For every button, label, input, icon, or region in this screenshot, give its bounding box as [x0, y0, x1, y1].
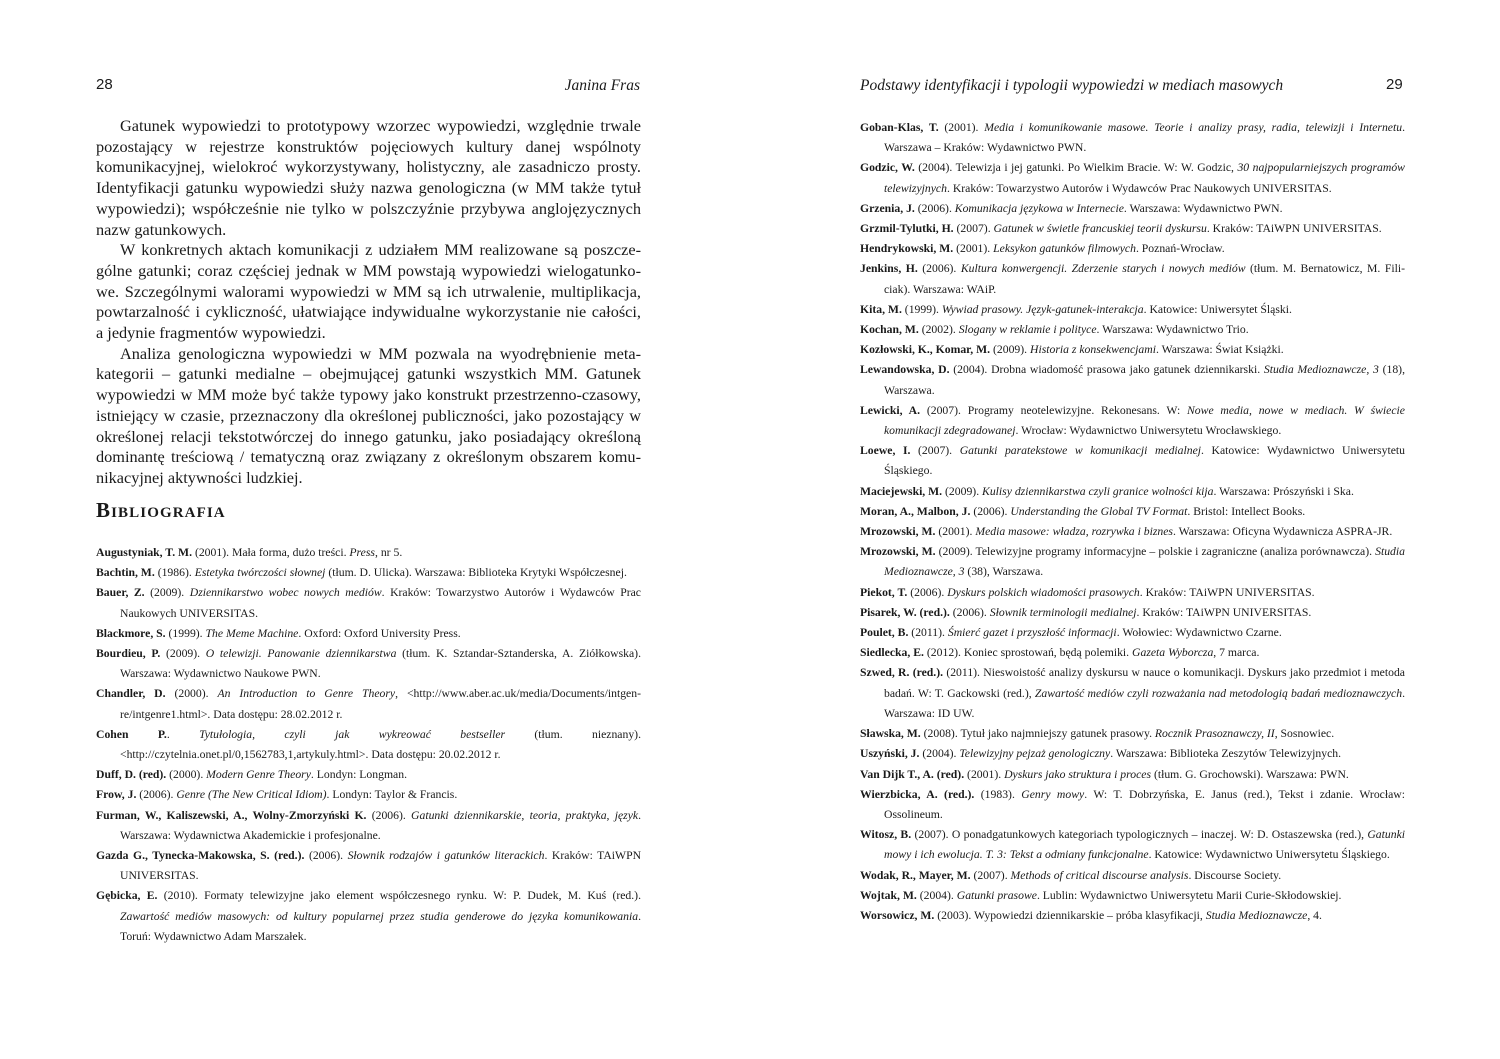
bibliography-entry — [860, 542, 1405, 582]
bibliography-entry — [860, 360, 1405, 400]
entry-author: Blackmore, S. — [96, 626, 166, 640]
entry-text: (2006). — [949, 605, 990, 619]
entry-author: Goban-Klas, T. — [860, 121, 939, 134]
page-number: 28 — [96, 76, 113, 93]
entry-title: Gatunki paratekstowe w komunikacji medialnej — [959, 444, 1202, 458]
bibliography-entry — [860, 441, 1405, 481]
entry-author: Siedlecka, E. — [860, 646, 924, 660]
paragraph: W konkretnych aktach komunikacji z udziałem MM realizowane są poszczególne gatunki; coraz częściej jednak w MM powstają wypowiedzi wielogatunkowe. Szczególnymi walorami wypowiedzi w MM są ich utrwalenie, multiplikacja, powtarzalność i cykliczność, ułatwiające indywidualne wykorzystanie nie całości, a jedynie fragmentów wypowiedzi. — [96, 240, 641, 343]
entry-text: . Kraków: TAiWPN UNIVERSITAS. — [1136, 605, 1312, 619]
entry-text: (2012). Koniec sprostowań, będą polemiki. — [923, 646, 1133, 660]
entry-title: Modern Genre Theory — [206, 768, 311, 782]
entry-title: Słownik rodzajów i gatunków literackich — [347, 849, 545, 863]
entry-text: . Londyn: Longman. — [310, 768, 407, 782]
entry-author: Pisarek, W. (red.). — [860, 605, 950, 619]
entry-author: Poulet, B. — [860, 626, 909, 640]
entry-text: (1983). — [974, 787, 1022, 801]
entry-author: Duff, D. (red). — [96, 768, 167, 782]
bibliography-entry — [96, 886, 641, 947]
entry-author: Wojtak, M. — [860, 888, 917, 902]
entry-text: (2001). — [953, 242, 994, 256]
entry-author: Moran, A., Malbon, J. — [860, 504, 971, 518]
entry-text: , nr 5. — [374, 546, 403, 559]
entry-author: Maciejewski, M. — [860, 484, 943, 498]
bibliography-entry — [96, 543, 641, 563]
entry-text: (2010). Formaty telewizyjne jako element współczesnego rynku. W: P. Dudek, M. Kuś (red.). — [157, 889, 641, 903]
bibliography-entry — [860, 744, 1405, 764]
entry-text: . Katowice: Wydawnictwo Uniwersytetu Śląskiego. — [884, 444, 1405, 478]
entry-text: (1986). — [154, 566, 195, 580]
entry-text: (2007). — [910, 444, 960, 458]
body-text — [96, 116, 641, 489]
entry-text: (tłum. D. Ulicka). Warszawa: Biblioteka Krytyki Współczesnej. — [325, 566, 627, 580]
bibliography-entry — [96, 583, 641, 623]
entry-author: Lewicki, A. — [860, 403, 921, 417]
entry-title: Studia Medioznawcze, 3 — [1263, 363, 1379, 377]
bibliography-entry — [96, 806, 641, 846]
running-head: Podstawy identyfikacji i typologii wypowiedzi w mediach masowych — [860, 77, 1284, 94]
entry-text: . — [166, 727, 200, 741]
bibliography-entry — [96, 644, 641, 684]
entry-title: Genry mowy — [1021, 787, 1085, 801]
entry-author: Worsowicz, M. — [860, 908, 935, 922]
entry-author: Piekot, T. — [860, 585, 908, 599]
bibliography-entry — [860, 118, 1405, 158]
entry-title: Gatunki dziennikarskie, teoria, praktyka, język — [411, 808, 639, 822]
bibliography-entry — [860, 259, 1405, 299]
entry-text: . Warszawa: Wydawnictwa Akademickie i profesjonalne. — [120, 808, 641, 842]
entry-text: (2004). Telewizja i jej gatunki. Po Wielkim Bracie. W: W. Godzic, — [914, 161, 1238, 175]
bibliography-entry — [96, 684, 641, 724]
entry-title: The Meme Machine — [205, 626, 299, 640]
entry-title: Rocznik Prasoznawczy, II — [1154, 727, 1275, 741]
entry-title: Wywiad prasowy. Język-gatunek-interakcja — [941, 302, 1144, 316]
entry-title: Tytułologia, czyli jak wykreować bestseller — [199, 727, 506, 741]
entry-title: Dyskurs polskich wiadomości prasowych — [947, 585, 1140, 599]
entry-author: Kozłowski, K., Komar, M. — [860, 343, 991, 357]
entry-title: Methods of critical discourse analysis — [1010, 868, 1189, 882]
entry-author: Grzmil-Tylutki, H. — [860, 222, 954, 236]
entry-title: Gatunki mowy i ich ewolucja. T. 3: Tekst a odmiany funkcjonalne — [884, 828, 1405, 862]
entry-author: Frow, J. — [96, 788, 137, 802]
entry-author: Mrozowski, M. — [860, 545, 936, 559]
entry-text: (2009). — [990, 343, 1031, 357]
entry-author: Chandler, D. — [96, 687, 166, 701]
entry-text: (2001). — [964, 767, 1005, 781]
entry-text: (2009). — [160, 647, 206, 661]
entry-text: . Wołowiec: Wydawnictwo Czarne. — [1116, 626, 1282, 640]
entry-title: Telewizyjny pejzaż genologiczny — [959, 747, 1111, 761]
bibliography-list — [96, 543, 641, 947]
entry-text: (2009). — [144, 586, 190, 600]
bibliography-entry — [860, 886, 1405, 906]
entry-text: (2006). — [917, 262, 961, 276]
entry-text: . Wrocław: Wydawnictwo Uniwersytetu Wrocławskiego. — [1015, 424, 1282, 438]
entry-text: (2009). Telewizyjne programy informacyjne – polskie i zagraniczne (analiza porównawcza). — [935, 545, 1376, 559]
entry-text: (tłum. K. Sztandar-Sztanderska, A. Ziółkowska). Warszawa: Wydawnictwo Naukowe PWN. — [120, 647, 641, 681]
entry-text: . Warszawa: Świat Książki. — [1155, 343, 1284, 357]
entry-text: . Katowice: Wydawnictwo Uniwersytetu Śląskiego. — [1148, 848, 1390, 862]
entry-text: (2007). Programy neotelewizyjne. Rekonesans. W: — [920, 403, 1188, 417]
entry-text: , Sosnowiec. — [1274, 727, 1335, 741]
entry-title: Kulisy dziennikarstwa czyli granice wolności kija — [982, 484, 1214, 498]
entry-text: (tłum. M. Bernatowicz, M. Filiciak). Warszawa: WAiP. — [884, 262, 1405, 296]
entry-title: Studia Medioznawcze — [1205, 908, 1308, 922]
entry-text: (2006). — [970, 504, 1011, 518]
entry-title: O telewizji. Panowanie dziennikarstwa — [205, 647, 397, 661]
bibliography-entry — [860, 502, 1405, 522]
entry-author: Uszyński, J. — [860, 747, 920, 761]
entry-title: Śmierć gazet i przyszłość informacji — [947, 626, 1117, 640]
entry-text: (1999). — [901, 302, 942, 316]
bibliography-entry — [860, 663, 1405, 724]
entry-text: . Warszawa: Wydawnictwo PWN. — [1123, 201, 1283, 215]
entry-author: Jenkins, H. — [860, 262, 918, 276]
entry-title: 30 najpopularniejszych programów telewizyjnych — [884, 161, 1405, 195]
entry-text: , 4. — [1307, 908, 1322, 922]
bibliography-entry — [860, 583, 1405, 603]
entry-title: Media i komunikowanie masowe. Teorie i analizy prasy, radia, telewizji i Internetu — [984, 121, 1403, 134]
bibliography-entry — [860, 603, 1405, 623]
entry-text: . Lublin: Wydawnictwo Uniwersytetu Marii Curie-Skłodowskiej. — [1036, 888, 1342, 902]
entry-text: (18), Warszawa. — [884, 363, 1405, 397]
entry-text: (2001). — [938, 121, 985, 134]
entry-text: (2006). — [907, 585, 948, 599]
entry-author: Szwed, R. (red.). — [860, 666, 944, 680]
entry-text: , <http://www.aber.ac.uk/media/Documents/intgenre/intgenre1.html>. Data dostępu: 28.02.2012 r. — [120, 687, 641, 721]
entry-author: Kochan, M. — [860, 323, 919, 337]
bibliography-entry — [96, 846, 641, 886]
bibliography-list — [860, 118, 1405, 926]
entry-title: Historia z konsekwencjami — [1030, 343, 1156, 357]
entry-author: Furman, W., Kaliszewski, A., Wolny-Zmorzyński K. — [96, 808, 367, 822]
entry-author: Bauer, Z. — [96, 586, 145, 600]
bibliography-entry — [860, 199, 1405, 219]
entry-text: (2001). — [935, 525, 976, 539]
entry-title: Nowe media, nowe w mediach. W świecie komunikacji zdegradowanej — [884, 403, 1405, 438]
entry-text: . Warszawa: Oficyna Wydawnicza ASPRA-JR. — [1172, 525, 1393, 539]
entry-author: Lewandowska, D. — [860, 363, 950, 377]
entry-text: . Londyn: Taylor & Francis. — [326, 788, 458, 802]
page-number: 29 — [1386, 76, 1403, 93]
entry-text: (2006). — [304, 849, 348, 863]
entry-text: . Kraków: TAiWPN UNIVERSITAS. — [120, 849, 642, 883]
entry-text: , 7 marca. — [1213, 646, 1260, 660]
entry-text: (tłum. G. Grochowski). Warszawa: PWN. — [1151, 767, 1349, 781]
bibliography-heading: Bibliografia — [96, 498, 226, 522]
right-page — [750, 0, 1500, 1059]
entry-text: . Oxford: Oxford University Press. — [298, 626, 461, 640]
entry-text: (2003). Wypowiedzi dziennikarskie – próba klasyfikacji, — [934, 908, 1206, 922]
bibliography-entry — [860, 300, 1405, 320]
bibliography-entry — [96, 563, 641, 583]
entry-text: (38), Warszawa. — [964, 565, 1044, 579]
entry-text: (2008). Tytuł jako najmniejszy gatunek prasowy. — [920, 727, 1155, 741]
entry-author: Mrozowski, M. — [860, 525, 936, 539]
entry-title: Genre (The New Critical Idiom) — [176, 788, 327, 802]
entry-author: Godzic, W. — [860, 161, 915, 175]
bibliography-entry — [860, 724, 1405, 744]
entry-title: Kultura konwergencji. Zderzenie starych i nowych mediów — [960, 262, 1246, 276]
entry-title: Press — [349, 546, 375, 559]
entry-text: . Poznań-Wrocław. — [1135, 242, 1225, 256]
entry-text: . Warszawa – Kraków: Wydawnictwo PWN. — [884, 121, 1405, 155]
entry-text: . Warszawa: Wydawnictwo Trio. — [1096, 323, 1249, 337]
bibliography-entry — [860, 643, 1405, 663]
entry-title: Zawartość mediów czyli rozważania nad metodologią badań medioznawczych — [1034, 686, 1403, 700]
bibliography-entry — [96, 765, 641, 785]
entry-text: . Warszawa: Prószyński i Ska. — [1213, 484, 1354, 498]
entry-title: Dziennikarstwo wobec nowych mediów — [189, 586, 382, 600]
bibliography-entry — [860, 906, 1405, 926]
entry-title: Komunikacja językowa w Internecie — [954, 201, 1124, 215]
entry-author: Kita, M. — [860, 302, 902, 316]
entry-text: (2011). — [908, 626, 948, 640]
entry-text: (2007). — [953, 222, 994, 236]
entry-text: (2007). O ponadgatunkowych kategoriach typologicznych – inaczej. W: D. Ostaszewska (red.), — [911, 828, 1368, 842]
bibliography-entry — [860, 340, 1405, 360]
entry-text: (1999). — [165, 626, 206, 640]
entry-title: Dyskurs jako struktura i proces — [1004, 767, 1152, 781]
bibliography-entry — [860, 219, 1405, 239]
paragraph: Analiza genologiczna wypowiedzi w MM pozwala na wyodrębnienie metakategorii – gatunki medialne – obejmującej gatunki wszystkich MM. Gatunek wypowiedzi w MM może być także typowy jako konstrukt przestrzenno-czasowy, istniejący w czasie, przeznaczony dla określonej publiczności, jako pozostający w określonej relacji tekstotwórczej do innego gatunku, jako posiadający określoną dominantę treściową / tematyczną oraz związany z określonym obszarem komunikacyjnej aktywności ludzkiej. — [96, 343, 641, 487]
entry-title: Gatunek w świetle francuskiej teorii dyskursu — [993, 222, 1207, 236]
bibliography-entry — [860, 239, 1405, 259]
entry-text: (2011). Nieswoistość analizy dyskursu w nauce o komunikacji. Dyskurs jako przedmiot i metoda badań. W: T. Gackowski (red.), — [884, 666, 1405, 700]
entry-text: (2009). — [942, 484, 983, 498]
entry-title: Media masowe: władza, rozrywka i biznes — [975, 525, 1173, 539]
entry-text: . Kraków: TAiWPN UNIVERSITAS. — [1206, 222, 1382, 236]
entry-title: Understanding the Global TV Format — [1010, 504, 1188, 518]
entry-title: Gazeta Wyborcza — [1132, 646, 1214, 660]
entry-text: (2004). Drobna wiadomość prasowa jako gatunek dziennikarski. — [949, 363, 1264, 377]
entry-author: Gazda G., Tynecka-Makowska, S. (red.). — [96, 849, 305, 863]
bibliography-entry — [860, 765, 1405, 785]
entry-text: . Kraków: Towarzystwo Autorów i Wydawców Prac Naukowych UNIVERSITAS. — [120, 586, 641, 620]
bibliography-entry — [860, 623, 1405, 643]
bibliography-entry — [860, 825, 1405, 865]
running-head: Janina Fras — [564, 77, 640, 94]
entry-author: Gębicka, E. — [96, 889, 158, 903]
entry-title: Leksykon gatunków filmowych — [993, 242, 1136, 256]
entry-author: Grzenia, J. — [860, 201, 915, 215]
bibliography-entry — [860, 401, 1405, 441]
entry-text: . Warszawa: Biblioteka Zeszytów Telewizyjnych. — [1110, 747, 1342, 761]
entry-author: Bachtin, M. — [96, 566, 155, 580]
entry-author: Cohen P. — [96, 727, 167, 741]
entry-text: (2006). — [366, 808, 412, 822]
entry-text: (2004). — [919, 747, 960, 761]
entry-title: Gatunki prasowe — [956, 888, 1037, 902]
bibliography-entry — [96, 785, 641, 805]
entry-title: Estetyka twórczości słownej — [194, 566, 326, 580]
entry-text: (tłum. nieznany). <http://czytelnia.onet.pl/0,1562783,1,artykuly.html>. Data dostępu: 20.02.2012 r. — [120, 727, 641, 762]
entry-text: . Kraków: TAiWPN UNIVERSITAS. — [1139, 585, 1315, 599]
entry-text: (2001). Mała forma, dużo treści. — [192, 546, 350, 559]
entry-author: Augustyniak, T. M. — [96, 546, 193, 559]
bibliography-entry — [860, 320, 1405, 340]
entry-title: An Introduction to Genre Theory — [217, 687, 396, 701]
entry-text: (2000). — [165, 687, 218, 701]
bibliography-entry — [96, 725, 641, 765]
entry-title: Słownik terminologii medialnej — [989, 605, 1137, 619]
entry-text: (2007). — [970, 868, 1011, 882]
paragraph: Gatunek wypowiedzi to prototypowy wzorzec wypowiedzi, względnie trwale pozostający w rejestrze konstruktów pojęciowych kultury danej wspólnoty komunikacyjnej, wielokroć wykorzystywany, holistyczny, ale zasadniczo prosty. Identyfikacji gatunku wypowiedzi służy nazwa genologiczna (w MM także tytuł wypowiedzi); współcześnie nie tylko w polszczyźnie przybywa anglojęzycznych nazw gatunkowych. — [96, 116, 641, 239]
entry-text: . Katowice: Uniwersytet Śląski. — [1143, 302, 1292, 316]
bibliography-entry — [860, 482, 1405, 502]
entry-author: Wodak, R., Mayer, M. — [860, 868, 971, 882]
entry-author: Bourdieu, P. — [96, 647, 161, 661]
bibliography-entry — [860, 785, 1405, 825]
bibliography-entry — [860, 158, 1405, 198]
entry-text: . Kraków: Towarzystwo Autorów i Wydawców Prac Naukowych UNIVERSITAS. — [946, 181, 1332, 195]
entry-title: Studia Medioznawcze, 3 — [884, 545, 1405, 579]
entry-text: (2000). — [166, 768, 207, 782]
entry-text: . Toruń: Wydawnictwo Adam Marszałek. — [120, 909, 641, 943]
entry-text: (2006). — [914, 201, 955, 215]
entry-title: Zawartość mediów masowych: od kultury popularnej przez studia genderowe do języka komunikowania — [120, 909, 639, 923]
bibliography-entry — [96, 624, 641, 644]
entry-text: . Discourse Society. — [1188, 868, 1282, 882]
entry-text: . W: T. Dobrzyńska, E. Janus (red.), Tekst i zdanie. Wrocław: Ossolineum. — [884, 787, 1405, 821]
entry-title: Slogany w reklamie i polityce — [958, 323, 1097, 337]
entry-author: Sławska, M. — [860, 727, 921, 741]
entry-text: . Bristol: Intellect Books. — [1187, 504, 1306, 518]
entry-author: Hendrykowski, M. — [860, 242, 954, 256]
entry-text: (2006). — [136, 788, 177, 802]
bibliography-entry — [860, 866, 1405, 886]
entry-author: Witosz, B. — [860, 828, 912, 842]
entry-text: . Warszawa: ID UW. — [884, 686, 1406, 720]
entry-author: Loewe, I. — [860, 444, 911, 458]
entry-text: (2002). — [918, 323, 959, 337]
entry-author: Wierzbicka, A. (red.). — [860, 787, 975, 801]
bibliography-entry — [860, 522, 1405, 542]
entry-author: Van Dijk T., A. (red). — [860, 767, 965, 781]
entry-text: (2004). — [916, 888, 957, 902]
